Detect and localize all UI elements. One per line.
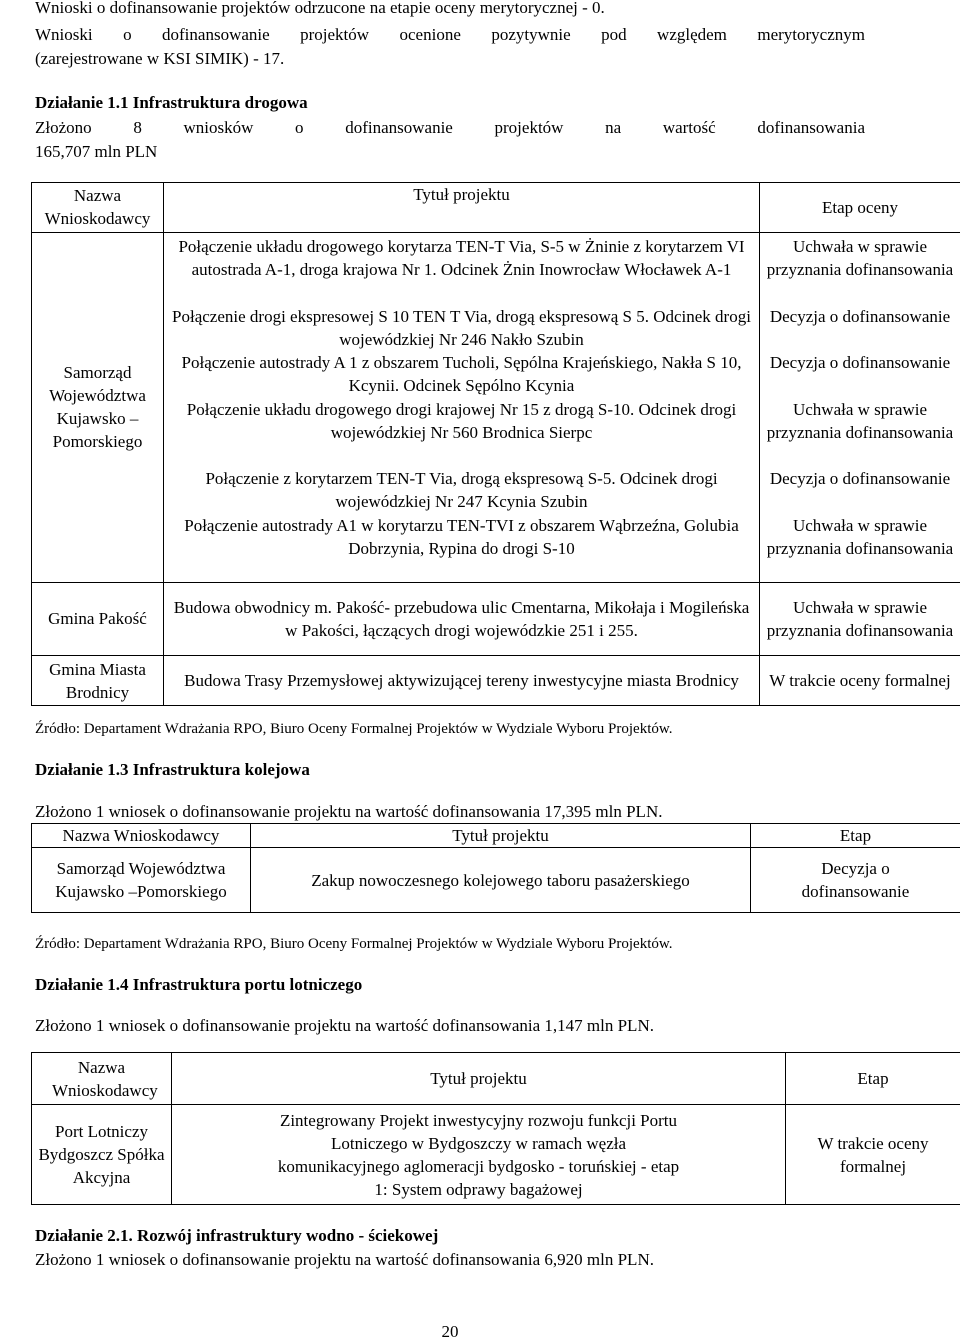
stage-value: Uchwała w sprawie przyznania dofinansowania (760, 582, 960, 656)
section-1-1-summary-b: 165,707 mln PLN (35, 140, 865, 163)
header-title: Tytuł projektu (164, 183, 760, 233)
section-1-3-table (31, 823, 960, 913)
section-1-1-summary-a: Złożono 8 wniosków o dofinansowanie projektów na wartość dofinansowania (35, 116, 865, 139)
header-stage: Etap (786, 1053, 960, 1105)
page-number: 20 (430, 1320, 470, 1343)
section-1-4-table (31, 1052, 960, 1205)
stage-value: W trakcie oceny formalnej (760, 656, 960, 706)
intro-line-2b: (zarejestrowane w KSI SIMIK) - 17. (35, 47, 865, 70)
project-title: Połączenie autostrady A 1 z obszarem Tucholi, Sępólna Krajeńskiego, Nakła S 10, Kcynii. Odcinek Sępólno Kcynia (172, 351, 751, 398)
section-1-1-heading: Działanie 1.1 Infrastruktura drogowa (35, 91, 865, 114)
header-stage: Etap (751, 824, 960, 848)
applicant-cell: Port Lotniczy Bydgoszcz Spółka Akcyjna (32, 1105, 172, 1205)
header-applicant: Nazwa Wnioskodawcy (32, 824, 251, 848)
stage-value: Decyzja o dofinansowanie (764, 305, 956, 351)
table-row (32, 232, 960, 582)
table-row (32, 656, 960, 706)
section-1-1-source: Źródło: Departament Wdrażania RPO, Biuro Oceny Formalnej Projektów w Wydziale Wyboru Projektów. (35, 718, 935, 741)
section-1-3-summary: Złożono 1 wniosek o dofinansowanie projektu na wartość dofinansowania 17,395 mln PLN. (35, 800, 935, 823)
project-title: Połączenie układu drogowego drogi krajowej Nr 15 z drogą S-10. Odcinek drogi wojewódzkiej Nr 560 Brodnica Sierpc (172, 398, 751, 467)
section-1-3-source: Źródło: Departament Wdrażania RPO, Biuro Oceny Formalnej Projektów w Wydziale Wyboru Projektów. (35, 933, 935, 956)
project-title: Połączenie drogi ekspresowej S 10 TEN T Via, drogą ekspresową S 5. Odcinek drogi wojewódzkiej Nr 246 Nakło Szubin (172, 305, 751, 351)
project-title: Budowa obwodnicy m. Pakość- przebudowa ulic Cmentarna, Mikołaja i Mogileńska w Pakości, łączących drogi wojewódzkie 251 i 255. (164, 582, 760, 656)
intro-line-2a: Wnioski o dofinansowanie projektów ocenione pozytywnie pod względem merytorycznym (35, 23, 865, 46)
header-stage: Etap oceny (760, 183, 960, 233)
section-1-3-heading: Działanie 1.3 Infrastruktura kolejowa (35, 758, 865, 781)
section-2-1-summary: Złożono 1 wniosek o dofinansowanie projektu na wartość dofinansowania 6,920 mln PLN. (35, 1248, 935, 1271)
header-title: Tytuł projektu (172, 1053, 786, 1105)
table-row (32, 1105, 960, 1205)
stages-cell (760, 232, 960, 582)
section-1-4-summary: Złożono 1 wniosek o dofinansowanie projektu na wartość dofinansowania 1,147 mln PLN. (35, 1014, 935, 1037)
table-header-row (32, 183, 960, 233)
applicant-cell: Gmina Pakość (32, 582, 164, 656)
project-title: Budowa Trasy Przemysłowej aktywizującej tereny inwestycyjne miasta Brodnicy (164, 656, 760, 706)
table-row (32, 582, 960, 656)
intro-line-1: Wnioski o dofinansowanie projektów odrzucone na etapie oceny merytorycznej - 0. (35, 0, 935, 19)
stage-value: Uchwała w sprawie przyznania dofinansowania (764, 514, 956, 560)
section-1-1-table (31, 182, 960, 706)
table-row (32, 848, 960, 913)
project-title: Zintegrowany Projekt inwestycyjny rozwoju funkcji Portu Lotniczego w Bydgoszczy w ramach węzła komunikacyjnego aglomeracji bydgosko - toruńskiej - etap 1: System odprawy bagażowej (172, 1105, 786, 1205)
stage-value: Uchwała w sprawie przyznania dofinansowania (764, 398, 956, 467)
table-header-row (32, 824, 960, 848)
project-title: Połączenie autostrady A1 w korytarzu TEN-TVI z obszarem Wąbrzeźna, Golubia Dobrzynia, Rypina do drogi S-10 (172, 514, 751, 560)
applicant-cell: Gmina Miasta Brodnicy (32, 656, 164, 706)
table-header-row (32, 1053, 960, 1105)
stage-value: Decyzja o dofinansowanie (751, 848, 960, 913)
stage-value: Decyzja o dofinansowanie (764, 467, 956, 514)
applicant-cell: Samorząd Województwa Kujawsko –Pomorskiego (32, 848, 251, 913)
project-title: Połączenie z korytarzem TEN-T Via, drogą ekspresową S-5. Odcinek drogi wojewódzkiej Nr 247 Kcynia Szubin (172, 467, 751, 514)
stage-value: Decyzja o dofinansowanie (764, 351, 956, 398)
section-1-4-heading: Działanie 1.4 Infrastruktura portu lotniczego (35, 973, 865, 996)
section-2-1-heading: Działanie 2.1. Rozwój infrastruktury wodno - ściekowej (35, 1224, 865, 1247)
applicant-cell: Samorząd Województwa Kujawsko – Pomorskiego (32, 232, 164, 582)
stage-value: Uchwała w sprawie przyznania dofinansowania (764, 235, 956, 305)
project-title: Połączenie układu drogowego korytarza TEN-T Via, S-5 w Żninie z korytarzem VI autostrada A-1, droga krajowa Nr 1. Odcinek Żnin Inowrocław Włocławek A-1 (172, 235, 751, 305)
header-applicant: Nazwa Wnioskodawcy (32, 1053, 172, 1105)
project-title: Zakup nowoczesnego kolejowego taboru pasażerskiego (251, 848, 751, 913)
project-titles-cell (164, 232, 760, 582)
header-title: Tytuł projektu (251, 824, 751, 848)
header-applicant: Nazwa Wnioskodawcy (32, 183, 164, 233)
stage-value: W trakcie oceny formalnej (786, 1105, 960, 1205)
